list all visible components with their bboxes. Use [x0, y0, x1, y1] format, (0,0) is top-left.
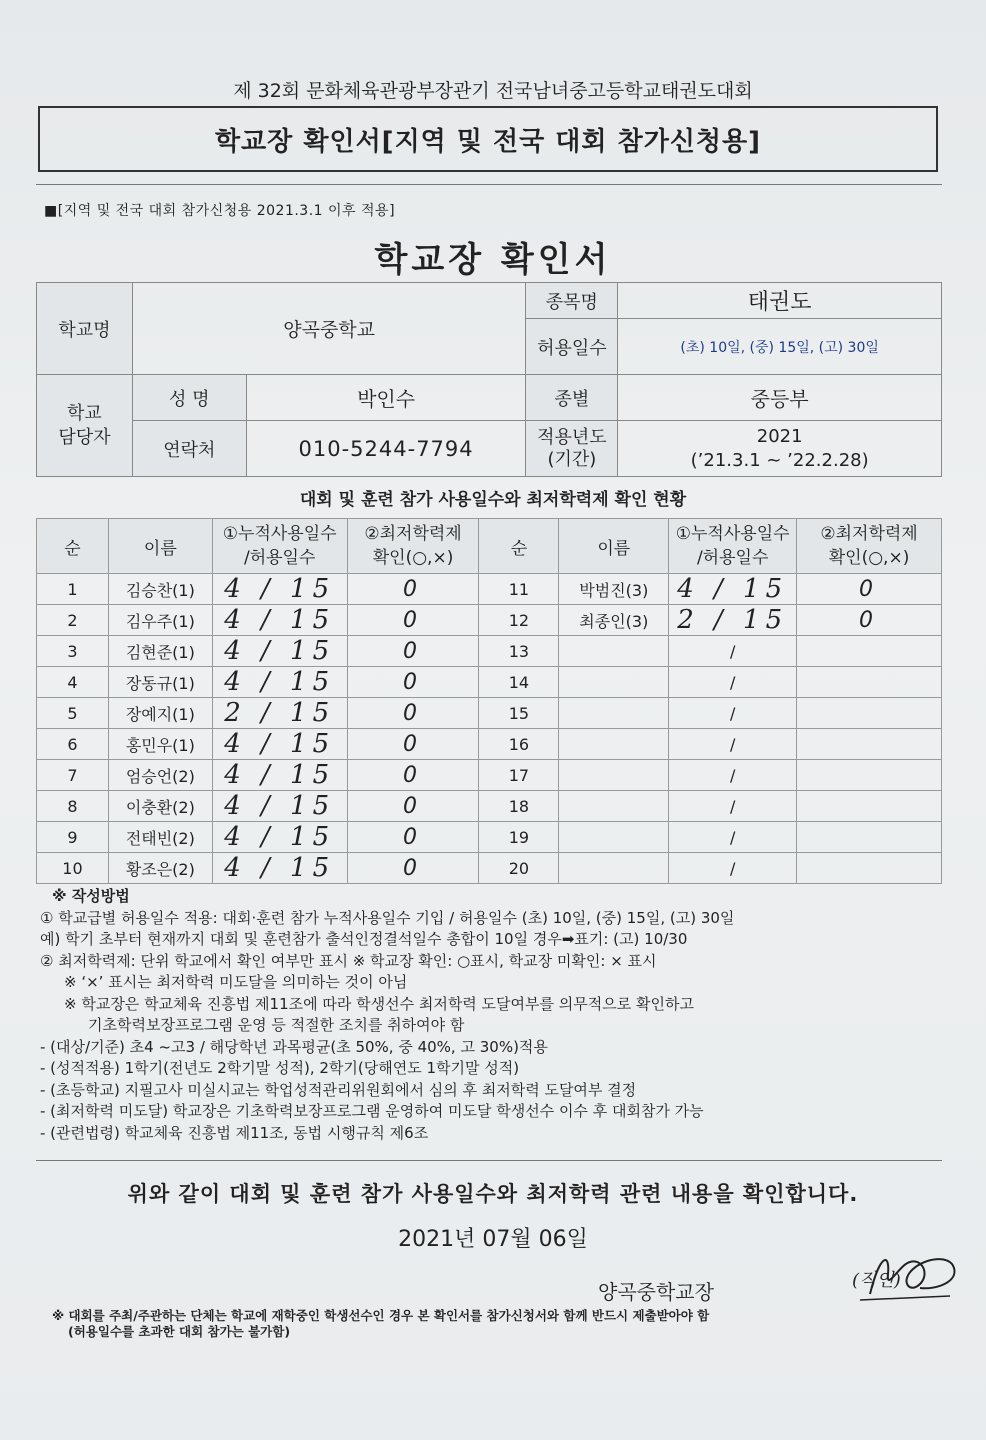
section-title: 대회 및 훈련 참가 사용일수와 최저학력제 확인 현황	[299, 490, 687, 510]
student-name: 장예지(1)	[108, 698, 212, 729]
days-used: 2 / 15	[669, 605, 797, 636]
method-line: - (성적적용) 1학기(전년도 2학기말 성적), 2학기(당해연도 1학기말 성적)	[40, 1059, 520, 1077]
days-used: /	[669, 791, 797, 822]
days-used: 4 / 15	[212, 667, 347, 698]
table-row	[37, 667, 942, 698]
method-line: - (초등학교) 지필고사 미실시교는 학업성적관리위원회에서 심의 후 최저학력 도달여부 결정	[40, 1080, 637, 1099]
footnote-line: ※ 대회를 주최/주관하는 단체는 학교에 재학중인 학생선수인 경우 본 확인서를 참가신청서와 함께 반드시 제출받아야 함	[52, 1308, 710, 1323]
year-value: 2021	[756, 425, 803, 447]
student-name	[559, 791, 669, 822]
method-line: ① 학교급별 허용일수 적용: 대회·훈련 참가 누적사용일수 기입 / 허용일수 (초) 10일, (중) 15일, (고) 30일	[40, 908, 735, 927]
table-row	[37, 574, 942, 605]
row-number: 4	[37, 667, 109, 698]
table-row	[37, 853, 942, 884]
minimum-grade-check: 0	[347, 853, 479, 884]
row-number: 2	[37, 605, 109, 636]
row-number: 3	[37, 636, 109, 667]
minimum-grade-check: 0	[347, 729, 479, 760]
days-used: /	[669, 667, 797, 698]
table-row	[37, 605, 942, 636]
minimum-grade-check: 0	[347, 760, 479, 791]
allowed-days-value: (초) 10일, (중) 15일, (고) 30일	[618, 319, 942, 375]
days-used: 4 / 15	[669, 574, 797, 605]
student-name	[559, 667, 669, 698]
roster-header-row	[37, 519, 942, 574]
days-used: 2 / 15	[212, 698, 347, 729]
minimum-grade-check	[797, 667, 942, 698]
row-number: 13	[479, 636, 559, 667]
row-number: 12	[479, 605, 559, 636]
col-check: ②최저학력제 확인(○,×)	[347, 519, 479, 574]
student-name	[559, 729, 669, 760]
days-used: 4 / 15	[212, 574, 347, 605]
student-name	[559, 760, 669, 791]
divider	[36, 1160, 942, 1161]
sport-label: 종목명	[526, 283, 618, 319]
category-label: 종별	[526, 375, 618, 421]
days-used: /	[669, 822, 797, 853]
table-row	[37, 760, 942, 791]
principal-title: 양곡중학교장	[598, 1280, 714, 1304]
minimum-grade-check	[797, 853, 942, 884]
minimum-grade-check: 0	[347, 574, 479, 605]
minimum-grade-check	[797, 760, 942, 791]
method-line: - (관련법령) 학교체육 진흥법 제11조, 동법 시행규칙 제6조	[40, 1123, 429, 1142]
student-name: 박범진(3)	[559, 574, 669, 605]
contact-label: 연락처	[132, 421, 246, 477]
method-line: 기초학력보장프로그램 운영 등 적절한 조치를 취하여야 함	[88, 1016, 465, 1034]
table-row	[37, 822, 942, 853]
event-title: 제 32회 문화체육관광부장관기 전국남녀중고등학교태권도대회	[233, 80, 753, 102]
row-number: 20	[479, 853, 559, 884]
signature-icon	[850, 1244, 962, 1306]
minimum-grade-check: 0	[347, 667, 479, 698]
days-used: 4 / 15	[212, 636, 347, 667]
method-line: 예) 학기 초부터 현재까지 대회 및 훈련참가 출석인정결석일수 총합이 10일 경우➡표기: (고) 10/30	[40, 930, 688, 948]
method-line: ※ 학교장은 학교체육 진흥법 제11조에 따라 학생선수 최저학력 도달여부를 의무적으로 확인하고	[64, 994, 694, 1013]
method-line: ※ ‘×’ 표시는 최저학력 미도달을 의미하는 것이 아님	[64, 973, 408, 991]
apply-note: ■[지역 및 전국 대회 참가신청용 2021.3.1 이후 적용]	[44, 203, 396, 219]
minimum-grade-check	[797, 729, 942, 760]
method-title: ※ 작성방법	[52, 887, 130, 905]
days-used: 4 / 15	[212, 791, 347, 822]
method-line: - (대상/기준) 초4 ~고3 / 해당학년 과목평균(초 50%, 중 40%, 고 30%)적용	[40, 1037, 548, 1056]
days-used: 4 / 15	[212, 729, 347, 760]
method-line: ② 최저학력제: 단위 학교에서 확인 여부만 표시 ※ 학교장 확인: ○표시, 학교장 미확인: × 표시	[40, 951, 657, 970]
school-info-table	[36, 282, 942, 477]
row-number: 17	[479, 760, 559, 791]
student-name: 김승찬(1)	[108, 574, 212, 605]
minimum-grade-check	[797, 791, 942, 822]
student-name: 엄승언(2)	[108, 760, 212, 791]
table-row	[37, 791, 942, 822]
minimum-grade-check: 0	[347, 636, 479, 667]
student-name: 이충환(2)	[108, 791, 212, 822]
col-no: 순	[479, 519, 559, 574]
col-days: ①누적사용일수 /허용일수	[212, 519, 347, 574]
days-used: 4 / 15	[212, 760, 347, 791]
contact-value: 010-5244-7794	[246, 421, 526, 477]
col-no: 순	[37, 519, 109, 574]
student-name	[559, 822, 669, 853]
allowed-days-label: 허용일수	[526, 319, 618, 375]
student-name	[559, 698, 669, 729]
name-value: 박인수	[246, 375, 526, 421]
row-number: 16	[479, 729, 559, 760]
student-name: 전태빈(2)	[108, 822, 212, 853]
method-line: - (최저학력 미도달) 학교장은 기초학력보장프로그램 운영하여 미도달 학생선수 이수 후 대회참가 가능	[40, 1102, 704, 1120]
row-number: 19	[479, 822, 559, 853]
writing-method	[40, 886, 960, 1144]
student-name: 김우주(1)	[108, 605, 212, 636]
days-used: 4 / 15	[212, 822, 347, 853]
col-days: ①누적사용일수 /허용일수	[669, 519, 797, 574]
days-used: /	[669, 760, 797, 791]
table-row	[37, 636, 942, 667]
row-number: 18	[479, 791, 559, 822]
minimum-grade-check	[797, 698, 942, 729]
sport-value: 태권도	[618, 283, 942, 319]
minimum-grade-check	[797, 636, 942, 667]
days-used: /	[669, 853, 797, 884]
minimum-grade-check: 0	[347, 822, 479, 853]
roster-table	[36, 518, 942, 884]
days-used: /	[669, 636, 797, 667]
days-used: 4 / 15	[212, 853, 347, 884]
student-name: 장동규(1)	[108, 667, 212, 698]
col-name: 이름	[559, 519, 669, 574]
category-value: 중등부	[618, 375, 942, 421]
student-name: 황조은(2)	[108, 853, 212, 884]
row-number: 6	[37, 729, 109, 760]
row-number: 9	[37, 822, 109, 853]
days-used: /	[669, 729, 797, 760]
row-number: 10	[37, 853, 109, 884]
table-row	[37, 698, 942, 729]
footnote	[52, 1308, 952, 1340]
student-name	[559, 636, 669, 667]
row-number: 5	[37, 698, 109, 729]
school-value: 양곡중학교	[132, 283, 526, 375]
student-name	[559, 853, 669, 884]
minimum-grade-check	[797, 822, 942, 853]
minimum-grade-check: 0	[347, 605, 479, 636]
period-value: (’21.3.1 ~ ’22.2.28)	[690, 449, 869, 471]
doc-title: 학교장 확인서	[374, 240, 612, 280]
row-number: 11	[479, 574, 559, 605]
minimum-grade-check: 0	[347, 791, 479, 822]
col-check: ②최저학력제 확인(○,×)	[797, 519, 942, 574]
manager-label: 학교 담당자	[37, 375, 133, 477]
student-name: 김현준(1)	[108, 636, 212, 667]
table-row	[37, 729, 942, 760]
document-date: 2021년 07월 06일	[398, 1227, 588, 1252]
minimum-grade-check: 0	[797, 574, 942, 605]
divider	[36, 184, 942, 185]
document-box-title: 학교장 확인서[지역 및 전국 대회 참가신청용]	[38, 106, 938, 172]
confirm-statement: 위와 같이 대회 및 훈련 참가 사용일수와 최저학력 관련 내용을 확인합니다.	[127, 1182, 859, 1206]
row-number: 7	[37, 760, 109, 791]
school-label: 학교명	[37, 283, 133, 375]
name-label: 성 명	[132, 375, 246, 421]
row-number: 1	[37, 574, 109, 605]
student-name: 홍민우(1)	[108, 729, 212, 760]
row-number: 8	[37, 791, 109, 822]
days-used: /	[669, 698, 797, 729]
days-used: 4 / 15	[212, 605, 347, 636]
year-label: 적용년도 (기간)	[526, 421, 618, 477]
row-number: 14	[479, 667, 559, 698]
footnote-line: (허용일수를 초과한 대회 참가는 불가함)	[68, 1324, 291, 1339]
student-name: 최종인(3)	[559, 605, 669, 636]
minimum-grade-check: 0	[347, 698, 479, 729]
col-name: 이름	[108, 519, 212, 574]
row-number: 15	[479, 698, 559, 729]
minimum-grade-check: 0	[797, 605, 942, 636]
year-cell	[618, 421, 942, 477]
official-seal: (직인)	[852, 1270, 901, 1291]
